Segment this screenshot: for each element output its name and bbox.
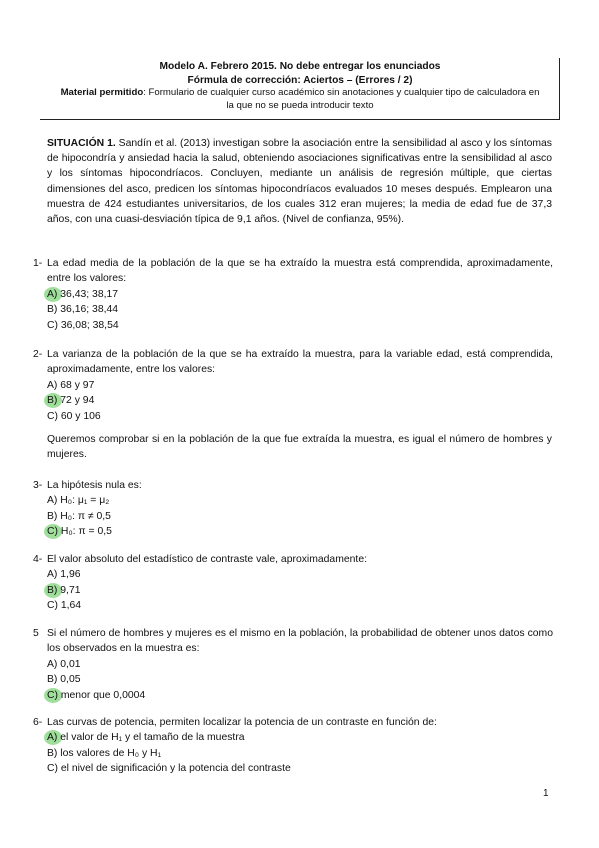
answer-option: [47, 378, 553, 393]
answer-option: [47, 672, 553, 687]
answer-option: [47, 409, 553, 424]
answer-option-text: C) 60 y 106: [47, 410, 101, 422]
answer-option: [47, 302, 553, 317]
question-number: 2-: [33, 349, 43, 360]
question-5: [33, 626, 553, 703]
scoring-formula: Fórmula de corrección: Aciertos – (Errores / 2): [187, 74, 413, 86]
answer-option-text: A) 1,96: [47, 569, 81, 581]
answer-option-text: B) H₀: π ≠ 0,5: [47, 510, 111, 522]
answer-option: [47, 598, 553, 613]
question-stem: Si el número de hombres y mujeres es el mismo en la población, la probabilidad de obtener unos datos como los observados en la muestra es:: [47, 628, 553, 655]
answer-option-text: B) los valores de H₀ y H₁: [47, 747, 162, 759]
answer-option-text: A) H₀: μ₁ = μ₂: [47, 495, 110, 507]
exam-header: [40, 60, 560, 112]
page-number: 1: [543, 788, 549, 799]
answer-option: [47, 730, 553, 745]
question-number: 3-: [33, 480, 43, 491]
question-2: [33, 347, 553, 424]
question-stem: La varianza de la población de la que se ha extraído la muestra, para la variable edad, está comprendida, aproximadamente, entre los valores:: [47, 349, 553, 376]
situation-text: Sandín et al. (2013) investigan sobre la asociación entre la sensibilidad al asco y los síntomas de hipocondría y ansiedad hacia la salud, obteniendo asociaciones significativas entre la sensibilidad al asco y los síntomas hipocondríacos. Concluyen, mediante un análisis de regresión múltiple, que ciertas dimensiones del asco, predicen los síntomas hipocondríacos evaluados 10 meses después. Emplearon una muestra de 424 estudiantes universitarios, de los cuales 312 eran mujeres; la media de edad fue de 37,3 años, con una cuasi-desviación típica de 9,1 años. (Nivel de confianza, 95%).: [47, 138, 552, 226]
question-4: [33, 552, 553, 614]
answer-option: [47, 761, 553, 776]
answer-option-text: B) 72 y 94: [47, 395, 95, 407]
question-6: [33, 715, 553, 777]
situation-label: SITUACIÓN 1.: [47, 138, 116, 149]
intermediate-statement: Queremos comprobar si en la población de la que fue extraída la muestra, es igual el número de hombres y mujeres.: [47, 434, 552, 461]
question-1: [33, 256, 553, 333]
answer-option: [47, 567, 553, 582]
answer-option: [47, 393, 553, 408]
answer-option-text: C) 1,64: [47, 600, 82, 612]
material-label: Material permitido: [60, 87, 144, 98]
question-number: 6-: [33, 717, 43, 728]
answer-option: [47, 318, 553, 333]
question-stem: Las curvas de potencia, permiten localizar la potencia de un contraste en función de:: [47, 717, 437, 728]
material-text: : Formulario de cualquier curso académico sin anotaciones y cualquier tipo de calculadora en: [143, 87, 540, 98]
material-note: [40, 87, 560, 100]
question-number: 4-: [33, 554, 43, 565]
answer-option: [47, 746, 553, 761]
answer-option: [47, 688, 553, 703]
answer-option: [47, 657, 553, 672]
answer-option-text: B) 0,05: [47, 674, 81, 686]
question-stem: La hipótesis nula es:: [47, 480, 142, 491]
material-note-cont: la que no se pueda introducir texto: [226, 99, 374, 111]
answer-option-text: A) 68 y 97: [47, 379, 95, 391]
answer-option-text: A) el valor de H₁ y el tamaño de la muestra: [47, 732, 245, 744]
answer-option-text: C) H₀: π = 0,5: [47, 526, 112, 538]
answer-option-text: C) 36,08; 38,54: [47, 319, 119, 331]
answer-option: [47, 493, 553, 508]
question-number: 1-: [33, 258, 43, 269]
answer-option: [47, 509, 553, 524]
answer-option-text: A) 36,43; 38,17: [47, 288, 119, 300]
answer-option-text: A) 0,01: [47, 658, 81, 670]
answer-option: [47, 524, 553, 539]
answer-option: [47, 287, 553, 302]
answer-option-text: B) 9,71: [47, 584, 81, 596]
question-stem: La edad media de la población de la que se ha extraído la muestra está comprendida, aproximadamente, entre los valores:: [47, 258, 553, 285]
question-3: [33, 478, 553, 540]
situation-paragraph: [47, 136, 552, 227]
exam-title: Modelo A. Febrero 2015. No debe entregar los enunciados: [159, 61, 441, 72]
answer-option-text: C) menor que 0,0004: [47, 689, 146, 701]
answer-option-text: C) el nivel de significación y la potencia del contraste: [47, 763, 291, 775]
answer-option: [47, 583, 553, 598]
question-stem: El valor absoluto del estadístico de contraste vale, aproximadamente:: [47, 554, 367, 565]
question-number: 5: [33, 628, 39, 639]
answer-option-text: B) 36,16; 38,44: [47, 304, 119, 316]
